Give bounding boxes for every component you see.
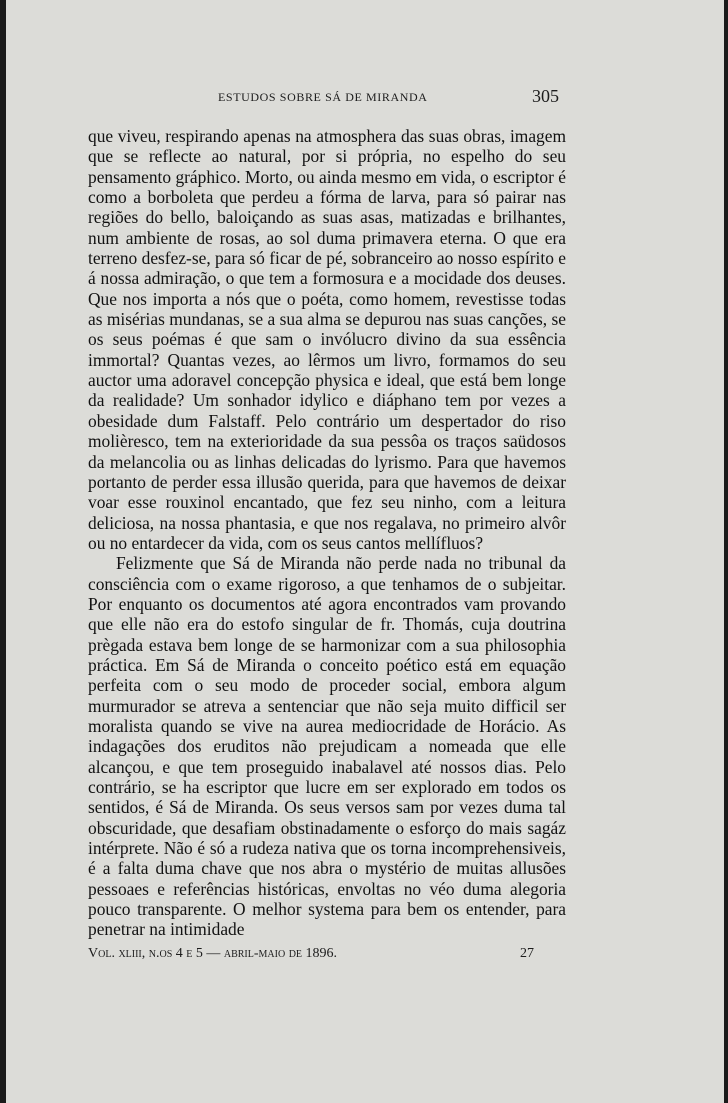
- book-page: [6, 0, 724, 1103]
- signature-mark: 27: [520, 946, 534, 961]
- body-text: [88, 126, 566, 940]
- page-footer: [88, 946, 566, 968]
- running-title: ESTUDOS SOBRE SÁ DE MIRANDA: [218, 90, 428, 104]
- paragraph-1: que viveu, respirando apenas na atmosphera das suas obras, imagem que se reflecte ao natural, por si própria, no espelho do seu pensamento gráphico. Morto, ou ainda mesmo em vida, o escriptor é como a borboleta que perdeu a fórma de larva, para só pairar nas regiões do bello, baloiçando as suas asas, matizadas e brilhantes, num ambiente de rosas, ao sol duma primavera eterna. O que era terreno desfez-se, para só ficar de pé, sobranceiro ao nosso espírito e á nossa admiração, o que tem a formosura e a mocidade dos deuses. Que nos importa a nós que o poéta, como homem, revestisse todas as misérias mundanas, se a sua alma se depurou nas suas canções, se os seus poémas é que sam o invólucro divino da sua essência immortal? Quantas vezes, ao lêrmos um livro, formamos do seu auctor uma adoravel concepção physica e ideal, que está bem longe da realidade? Um sonhador idylico e diáphano tem por vezes a obesidade dum Falstaff. Pelo contrário um despertador do riso molièresco, tem na exterioridade da sua pessôa os traços saüdosos da melancolia ou as linhas delicadas do lyrismo. Para que havemos portanto de perder essa illusão querida, para que havemos de deixar voar esse rouxinol encantado, que fez seu ninho, com a leitura deliciosa, na nossa phantasia, e que nos regalava, no primeiro alvôr ou no entardecer da vida, com os seus cantos mellífluos?: [88, 126, 566, 553]
- page-number: 305: [532, 86, 559, 106]
- paragraph-2: Felizmente que Sá de Miranda não perde nada no tribunal da consciência com o exame rigoroso, a que tenhamos de o subjeitar. Por enquanto os documentos até agora encontrados vam provando que elle não era do estofo singular de fr. Thomás, cuja doutrina prègada estava bem longe de se harmonizar com a sua philosophia práctica. Em Sá de Miranda o conceito poético está em equação perfeita com o seu modo de proceder social, embora algum murmurador se atreva a sentenciar que não seja muito difficil ser moralista quando se vive na aurea mediocridade de Horácio. As indagações dos eruditos não prejudicam a nomeada que elle alcançou, e que tem proseguido inabalavel até nossos dias. Pelo contrário, se ha escriptor que lucre em ser explorado em todos os sentidos, é Sá de Miranda. Os seus versos sam por vezes duma tal obscuridade, que desafiam obstinadamente o esforço do mais sagáz intérprete. Não é só a rudeza nativa que os torna incomprehensiveis, é a falta duma chave que nos abra o mystério de muitas allusões pessoaes e referências históricas, envoltas no véo duma alegoria pouco transparente. O melhor systema para bem os entender, para penetrar na intimidade: [88, 553, 566, 940]
- page-header: [6, 86, 724, 110]
- volume-info: Vol. xliii, n.os 4 e 5 — abril-maio de 1896.: [88, 946, 338, 961]
